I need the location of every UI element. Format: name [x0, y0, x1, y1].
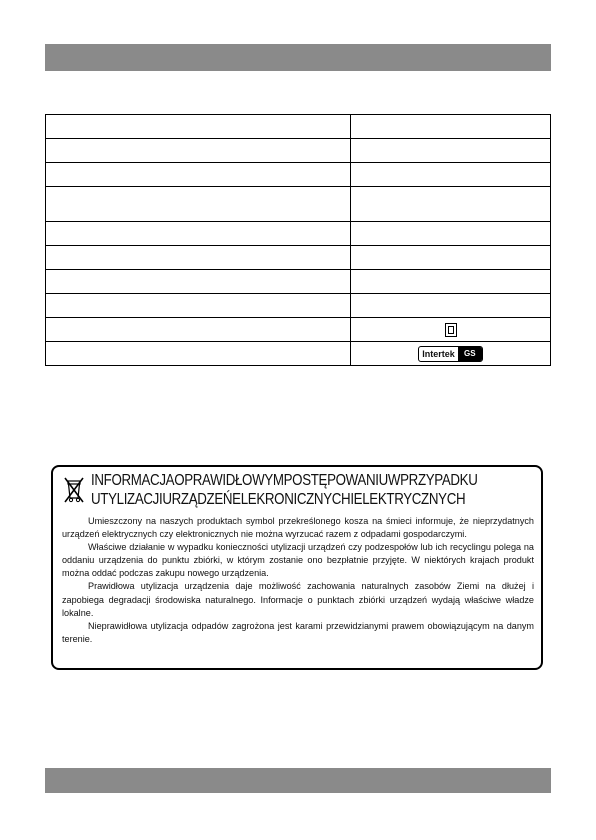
table-row [46, 246, 551, 270]
weee-heading-line-1: INFORMACJAOPRAWIDŁOWYMPOSTĘPOWANIUWPRZYPADKU [91, 472, 478, 489]
weee-disposal-notice [51, 465, 543, 670]
table-cell-value [351, 318, 551, 342]
specification-table [45, 114, 551, 366]
intertek-logo-text: Intertek [422, 348, 455, 359]
table-cell-value [351, 294, 551, 318]
table-cell-value [351, 115, 551, 139]
table-row [46, 342, 551, 366]
table-cell-value [351, 222, 551, 246]
table-cell-value [351, 246, 551, 270]
weee-paragraph: Właściwe działanie w wypadku konieczności utylizacji urządzeń czy podzespołów lub ich recyclingu polega na oddaniu urządzenia do punktu zbiórki, w którym zostanie ono bezpłatnie przyjęte. W niektórych krajach produkt można oddać podczas zakupu nowego urządzenia. [62, 542, 534, 579]
table-row [46, 187, 551, 222]
table-row [46, 115, 551, 139]
table-cell-value [351, 270, 551, 294]
table-row [46, 222, 551, 246]
table-cell-value [351, 139, 551, 163]
gs-mark-text: GS [458, 347, 482, 361]
weee-paragraph: Prawidłowa utylizacja urządzenia daje możliwość zachowania naturalnych zasobów Ziemi na dłużej i zapobiega degradacji środowiska naturalnego. Informacje o punktach zbiórki urządzeń wydają właściwe władze lokalne. [62, 581, 534, 618]
class-ii-icon [445, 323, 457, 337]
weee-body-text [62, 515, 534, 646]
table-cell-label [46, 342, 351, 366]
table-row [46, 163, 551, 187]
table-cell-value [351, 187, 551, 222]
table-cell-label [46, 187, 351, 222]
table-cell-label [46, 246, 351, 270]
crossed-out-bin-icon [63, 475, 85, 505]
table-cell-label [46, 115, 351, 139]
footer-bar [45, 768, 551, 793]
table-cell-label [46, 294, 351, 318]
weee-heading [91, 471, 478, 509]
table-cell-label [46, 222, 351, 246]
table-cell-label [46, 270, 351, 294]
intertek-gs-logo-icon [418, 346, 483, 362]
table-cell-value [351, 342, 551, 366]
table-row [46, 318, 551, 342]
table-cell-label [46, 318, 351, 342]
table-row [46, 270, 551, 294]
weee-paragraph: Nieprawidłowa utylizacja odpadów zagrożona jest karami przewidzianymi prawem obowiązującym na danym terenie. [62, 620, 534, 644]
table-cell-label [46, 139, 351, 163]
weee-heading-line-2: UTYLIZACJIURZĄDZEŃELEKRONICZNYCHIELEKTRYCZNYCH [91, 491, 466, 508]
table-cell-label [46, 163, 351, 187]
header-bar [45, 44, 551, 71]
table-cell-value [351, 163, 551, 187]
table-row [46, 139, 551, 163]
weee-paragraph: Umieszczony na naszych produktach symbol przekreślonego kosza na śmieci informuje, że nieprzydatnych urządzeń elektrycznych czy elektronicznych nie można wyrzucać razem z odpadami gospodarczymi. [62, 516, 534, 540]
table-row [46, 294, 551, 318]
